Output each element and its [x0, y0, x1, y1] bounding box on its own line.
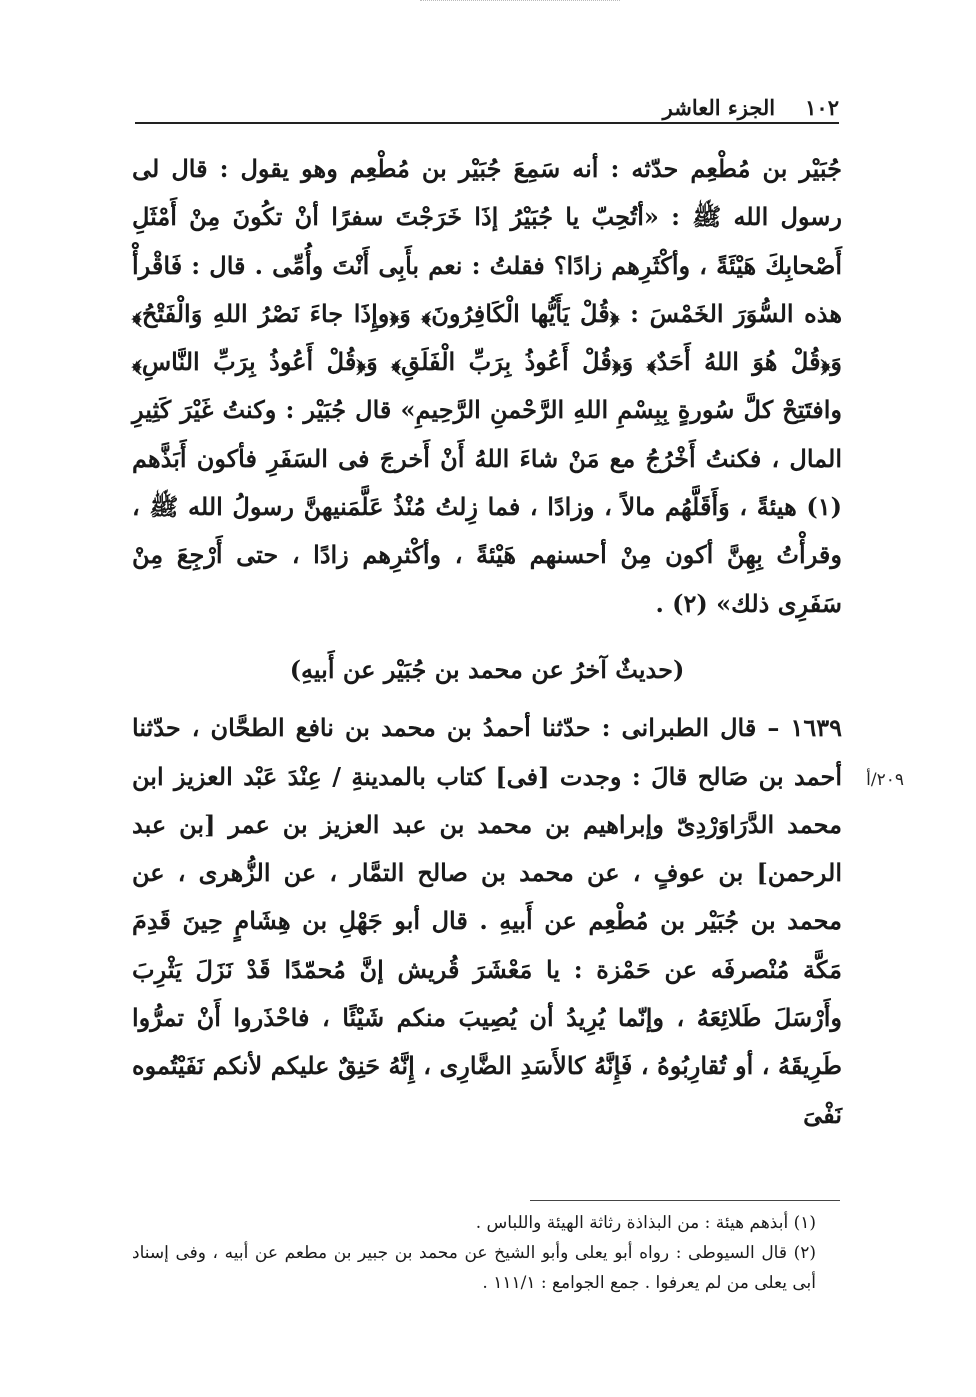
page-number: ١٠٢ [805, 95, 839, 120]
page-header [135, 86, 839, 120]
main-text [132, 145, 842, 1139]
body-paragraph: جُبَيْر بن مُطْعِم حدّثه : أنه سَمِعَ جُبَيْر بن مُطْعِم وهو يقول : قال لى رسول الله ﷺ : «أتُحِبّ يا جُبَيْرُ إذَا خَرَجْتَ سفرًا أنْ تكُونَ مِنْ أَمْثَلِ أَصْحابِكَ هَيْئَةً ، وأكْثَرِهم زادًا؟ فقلتُ : نعم بأَبِى أَنْتَ وأُمِّى . قال : فَاقْرأْ هذه السُّوَرَ الخَمْسَ : ﴿قُلْ يَأَيُّها الْكَافِرُونَ﴾ وَ﴿وإِذَا جاءَ نَصْرُ اللهِ وَالْفَتْحُ﴾ وَ﴿قُلْ هُوَ اللهُ أَحَدٌ﴾ وَ﴿قُلْ أَعُوذُ بِرَبِّ الْفَلَقِ﴾ وَ﴿قُلْ أَعُوذُ بِرَبِّ النَّاسِ﴾ وافتَتِحْ كلَّ سُورةٍ بِبِسْمِ اللهِ الرَّحْمنِ الرَّحِيمِ» قال جُبَيْر : وكنتُ غَيْرَ كَثِيرِ المال ، فكنتُ أَخْرُجُ مع مَنْ شاءَ اللهُ أَنْ أَخرجَ فى السَفَرِ فأكون أَبَذَّهم (١) هيئةً ، وَأَقَلَّهُم مالاً ، وزادًا ، فما زِلتُ مُنْذُ عَلَّمَنيهنَّ رسولُ الله ﷺ ، وقرأْتُ بِهِنَّ أكون مِنْ أحسنهم هَيْئةً ، وأكْثرِهم زادًا ، حتى أَرْجِعَ مِنْ سَفَرِى ذلك» (٢) . [132, 154, 842, 618]
hadith-paragraph: ١٦٣٩ – قال الطبرانى : حدّثنا أحمدُ بن محمد بن نافع الطحَّان ، حدّثنا أحمد بن صَالح قالَ : وجدت [فى] كتاب بالمدينةِ / عِنْدَ عَبْد العزيز ابن محمد الدَّرَاوَرْدِىّ وإبراهيم بن محمد بن عبد العزيز بن عمر [بن عبد الرحمن] بن عوفٍ ، عن محمد بن صالح التمَّار ، عن الزُّهرى ، عن محمد بن جُبَيْر بن مُطْعِم عن أَبيهِ . قال أبو جَهْلِ بن هِشَامٍ حِينَ قَدِمَ مَكَّة مُنْصرفَه عن حَمْزة : يا مَعْشَرَ قُريش إنَّ مُحمّدًا قَدْ نَزَلَ يَثْرِبَ وأَرْسَلَ طَلائِعَهُ ، وإنّما يُرِيدُ أن يُصِيبَ منكم شَيْئًا ، فاحْذَروا أَنْ تمرُّوا طَرِيقَهُ ، أو تُقارِبُوهُ ، فَإِنَّهُ كالأَسَدِ الضَّارِى ، إِنَّهُ حَنِقٌ عليكم لأنكم نَفَيْتُموه نَفْىَ [132, 713, 842, 1129]
footnote-rule [530, 1200, 840, 1201]
footnote-1: (١) أبذهم هيئة : من البذاذة رثاثة الهيئة واللباس . [475, 1213, 816, 1233]
part-label: الجزء العاشر [662, 95, 776, 120]
footnotes [132, 1208, 842, 1298]
section-heading: (حديثٌ آخرُ عن محمد بن جُبَيْر عن أَبيهِ) [289, 654, 685, 684]
header-rule [135, 122, 839, 124]
manuscript-folio-note: ٢٠٩/أ [866, 770, 904, 790]
footnote-2: (٢) قال السيوطى : رواه أبو يعلى وأبو الشيخ عن محمد بن جبير بن مطعم عن أبيه ، وفى إسناد أبى يعلى من لم يعرفوا . جمع الجوامع : ١١١/١ . [132, 1243, 816, 1293]
scan-dotted-mark [420, 0, 620, 9]
